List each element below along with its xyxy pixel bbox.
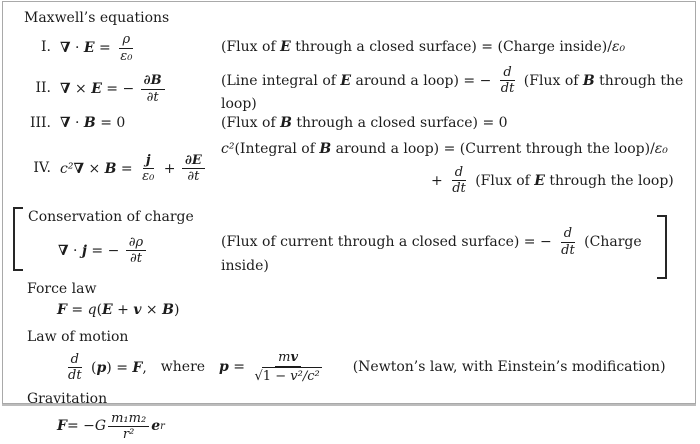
force-law-equation: F = q(E + v × B): [57, 301, 180, 318]
roman-numeral-1: I.: [41, 39, 51, 56]
conservation-equation: ∇ · j = − $\frac{\partial\rho}{\partial t}$: [58, 235, 221, 267]
where-label: where: [160, 358, 206, 375]
maxwell-row-1: [21, 32, 695, 65]
equation-1: ∇ · E = $\frac{\rho}{\text{ε₀}}$: [60, 32, 133, 64]
roman-numeral-3: III.: [29, 114, 51, 131]
motion-equation-2: p = mv √ 1 − v²/c²: [219, 350, 320, 385]
description-4-line-1: c²(Integral of B around a loop) = (Current through the loop)/ε₀: [221, 140, 668, 157]
conservation-row: [28, 226, 661, 275]
motion-equation-1: $\frac{d}{dt}$ (p) = F,: [68, 351, 147, 383]
equation-2: ∇ × E = − $\frac{\partial B}{\partial t}$: [60, 73, 221, 105]
description-3: (Flux of B through a closed surface) = 0: [221, 114, 508, 131]
description-4: [221, 141, 695, 197]
right-bracket-icon: [657, 215, 667, 280]
conservation-description: (Flux of current through a closed surface) = − $\frac{d}{dt}$ (Charge inside): [221, 226, 642, 274]
roman-numeral-2: II.: [35, 80, 51, 97]
equations-panel: [2, 1, 696, 443]
conservation-heading: Conservation of charge: [28, 208, 194, 225]
roman-numeral-4: IV.: [33, 159, 51, 176]
left-bracket-icon: [13, 207, 23, 272]
page-title: Maxwell’s equations: [24, 10, 170, 26]
description-1: (Flux of E through a closed surface) = (Charge inside)/ε₀: [221, 39, 626, 56]
gravitation-heading: Gravitation: [27, 391, 108, 408]
description-2: (Line integral of E around a loop) = − $\frac{d}{dt}$ (Flux of B through the loop): [221, 64, 684, 113]
law-of-motion-heading: Law of motion: [27, 328, 129, 345]
equation-4: c²∇ × B = $\frac{j}{\text{ε₀}}$ + $\frac{\partial E}{\partial t}$: [60, 153, 221, 185]
force-law-heading: Force law: [27, 281, 97, 298]
maxwell-row-3: [21, 114, 695, 134]
description-4-line-2: + $\frac{d}{dt}$ (Flux of E through the loop): [431, 165, 674, 197]
maxwell-row-2: [21, 65, 695, 114]
equation-3: ∇ · B = 0: [60, 114, 126, 131]
gravitation-equation: F = − G $\frac{\text{m₁m₂}}{\text{r²}}$ e r: [57, 411, 165, 443]
law-of-motion-row: [63, 347, 695, 387]
conservation-of-charge-block: [21, 209, 661, 276]
newton-einstein-note: (Newton’s law, with Einstein’s modification): [352, 358, 666, 375]
maxwell-row-4: [21, 139, 695, 199]
